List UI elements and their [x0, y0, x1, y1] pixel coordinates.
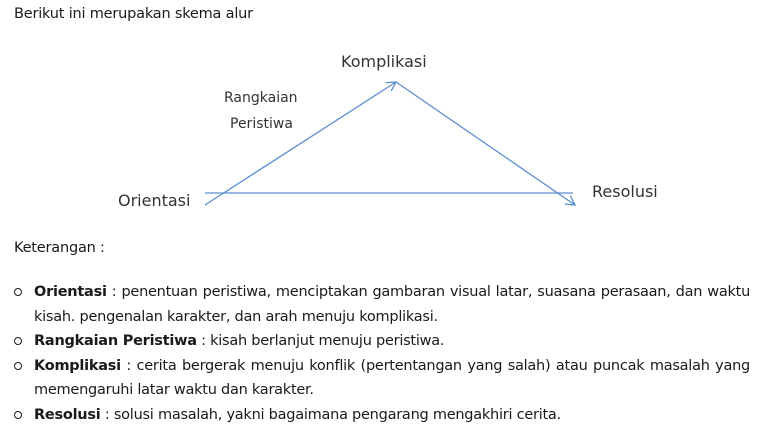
legend-description: penentuan peristiwa, menciptakan gambaran visual latar, suasana perasaan, dan waktu kisah. pengenalan karakter, dan arah menuju komplikasi. [34, 284, 751, 325]
bullet-icon [14, 337, 22, 345]
legend-separator: : [106, 284, 122, 300]
intro-text: Berikut ini merupakan skema alur [14, 6, 253, 22]
komplikasi-label: Komplikasi [341, 52, 427, 71]
legend-description: cerita bergerak menuju konflik (pertentangan yang salah) atau puncak masalah yang memengaruhi latar waktu dan karakter. [34, 357, 751, 398]
legend-term: Komplikasi [34, 357, 121, 374]
legend-item-resolusi [14, 403, 750, 428]
legend-description: solusi masalah, yakni bagaimana pengarang mengakhiri cerita. [113, 406, 561, 423]
legend-item-rangkaian-peristiwa [14, 329, 750, 354]
legend-separator: : [120, 357, 137, 374]
keterangan-heading: Keterangan : [14, 240, 105, 256]
legend-separator: : [196, 333, 211, 349]
bullet-icon [14, 288, 22, 296]
legend-list [14, 280, 750, 427]
bullet-icon [14, 411, 22, 419]
legend-term: Orientasi [34, 284, 107, 300]
resolusi-label: Resolusi [592, 182, 658, 201]
legend-term: Resolusi [34, 406, 101, 423]
orientasi-label: Orientasi [118, 191, 191, 210]
rangkaian-label-line1: Rangkaian [224, 90, 298, 106]
legend-term: Rangkaian Peristiwa [34, 333, 197, 349]
falling-arrow [396, 82, 575, 205]
legend-separator: : [100, 406, 114, 423]
bullet-icon [14, 362, 22, 370]
legend-item-orientasi [14, 280, 750, 329]
rangkaian-label-line2: Peristiwa [230, 116, 293, 132]
legend-description: kisah berlanjut menuju peristiwa. [210, 333, 445, 349]
legend-item-komplikasi [14, 354, 750, 403]
